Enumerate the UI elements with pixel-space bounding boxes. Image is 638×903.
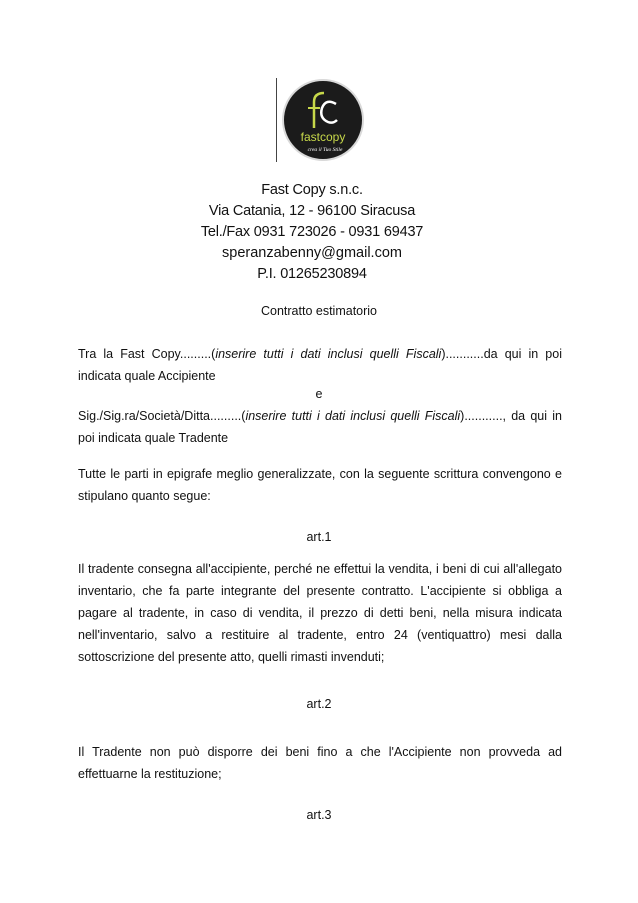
company-header <box>196 180 428 290</box>
parties-conjunction: e <box>315 387 323 401</box>
logo-brand: fastcopy <box>300 130 346 144</box>
article-2-text: Il Tradente non può disporre dei beni fino a che l'Accipiente non provveda ad effettuarne la restituzione; <box>78 745 562 781</box>
party1-italic: inserire tutti i dati inclusi quelli Fiscali <box>215 347 442 361</box>
party1-pre: Tra la Fast Copy.........( <box>78 347 216 361</box>
fastcopy-logo <box>280 78 366 162</box>
company-email: speranzabenny@gmail.com <box>222 245 402 261</box>
party2-pre: Sig./Sig.ra/Società/Ditta.........( <box>78 409 246 423</box>
party-accipiente <box>78 343 562 387</box>
party2-post: )..........., da qui in poi indicata quale Tradente <box>78 409 562 445</box>
article-3-heading: art.3 <box>306 808 332 822</box>
party2-italic: inserire tutti i dati inclusi quelli Fiscali <box>245 409 461 423</box>
intro-paragraph: Tutte le parti in epigrafe meglio generalizzate, con la seguente scrittura convengono e stipulano quanto segue: <box>78 467 562 503</box>
party1-post: )...........da qui in poi indicata quale Accipiente <box>78 347 562 383</box>
document-title: Contratto estimatorio <box>260 304 378 318</box>
article-1-heading: art.1 <box>306 530 332 544</box>
logo-tagline: crea il Tuo Stile <box>307 147 343 153</box>
logo-divider <box>276 78 277 162</box>
article-2-heading: art.2 <box>306 697 332 711</box>
company-name: Fast Copy s.n.c. <box>261 182 363 198</box>
party-tradente <box>78 405 562 449</box>
company-vat: P.I. 01265230894 <box>257 266 367 282</box>
article-1-text: Il tradente consegna all'accipiente, perché ne effettui la vendita, i beni di cui all'allegato inventario, che fa parte integrante del presente contratto. L'accipiente si obbliga a pagare al tradente, in caso di vendita, il prezzo di detti beni, nella misura indicata nell'inventario, salvo a restituire al tradente, entro 24 (ventiquattro) mesi dalla sottoscrizione del presente atto, quelli rimasti invenduti; <box>78 562 562 664</box>
company-address: Via Catania, 12 - 96100 Siracusa <box>208 203 416 219</box>
company-phone: Tel./Fax 0931 723026 - 0931 69437 <box>200 224 424 240</box>
